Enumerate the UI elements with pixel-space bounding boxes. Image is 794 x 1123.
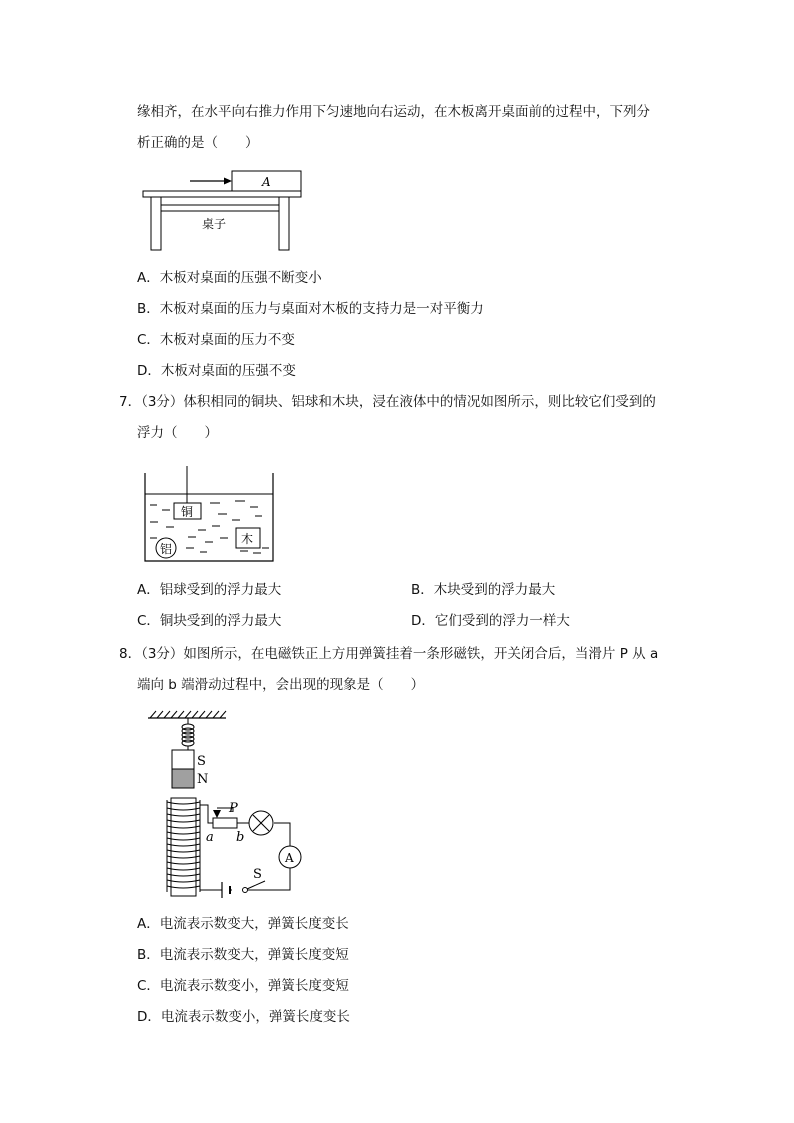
switch-contact (243, 888, 248, 893)
q6-option-b[interactable]: B．木板对桌面的压力与桌面对木板的支持力是一对平衡力 (137, 301, 484, 317)
q8-option-b[interactable]: B．电流表示数变大，弹簧长度变短 (137, 947, 349, 963)
q8-stem-line1: 8．（3分）如图所示，在电磁铁正上方用弹簧挂着一条形磁铁，开关闭合后，当滑片 P 从 a (119, 646, 659, 662)
terminal-a-label: a (206, 830, 214, 845)
q6-stem-line2: 析正确的是（ ） (137, 135, 259, 151)
q7-stem-line1: 7．（3分）体积相同的铜块、铝球和木块，浸在液体中的情况如图所示，则比较它们受到的 (119, 394, 656, 410)
q7-option-b[interactable]: B．木块受到的浮力最大 (411, 582, 556, 598)
rheostat (213, 818, 237, 828)
terminal-b-label: b (236, 830, 245, 845)
ammeter-label: A (285, 851, 294, 865)
q8-stem-line2: 端向 b 端滑动过程中，会出现的现象是（ ） (137, 677, 425, 693)
q6-option-d[interactable]: D．木板对桌面的压强不变 (137, 363, 296, 379)
q6-stem-line1: 缘相齐，在水平向右推力作用下匀速地向右运动，在木板离开桌面前的过程中，下列分 (137, 104, 650, 120)
q8-option-c[interactable]: C．电流表示数变小，弹簧长度变短 (137, 978, 349, 994)
switch-label: S (253, 867, 262, 882)
spring (182, 718, 194, 750)
q8-option-a[interactable]: A．电流表示数变大，弹簧长度变长 (137, 916, 349, 932)
copper-label: 铜 (181, 505, 194, 519)
q7-option-c[interactable]: C．铜块受到的浮力最大 (137, 613, 282, 629)
wood-label: 木 (241, 532, 254, 546)
q7-option-a[interactable]: A．铝球受到的浮力最大 (137, 582, 282, 598)
ceiling-support (148, 711, 226, 718)
magnet-north-label: N (197, 772, 209, 787)
q6-option-a[interactable]: A．木板对桌面的压强不断变小 (137, 270, 322, 286)
bar-magnet-south (172, 750, 194, 769)
bar-magnet-north (172, 769, 194, 788)
table-label: 桌子 (202, 217, 227, 231)
slider-P-arrow-icon (213, 810, 221, 818)
q6-option-c[interactable]: C．木板对桌面的压力不变 (137, 332, 295, 348)
q7-stem-line2: 浮力（ ） (137, 425, 218, 441)
q7-option-d[interactable]: D．它们受到的浮力一样大 (411, 613, 570, 629)
q8-option-d[interactable]: D．电流表示数变小，弹簧长度变长 (137, 1009, 350, 1025)
magnet-south-label: S (197, 754, 206, 769)
slider-P-label: P (229, 801, 238, 816)
board-A-label: A (262, 175, 271, 189)
aluminum-label: 铝 (160, 542, 173, 556)
switch-lever (247, 881, 265, 889)
